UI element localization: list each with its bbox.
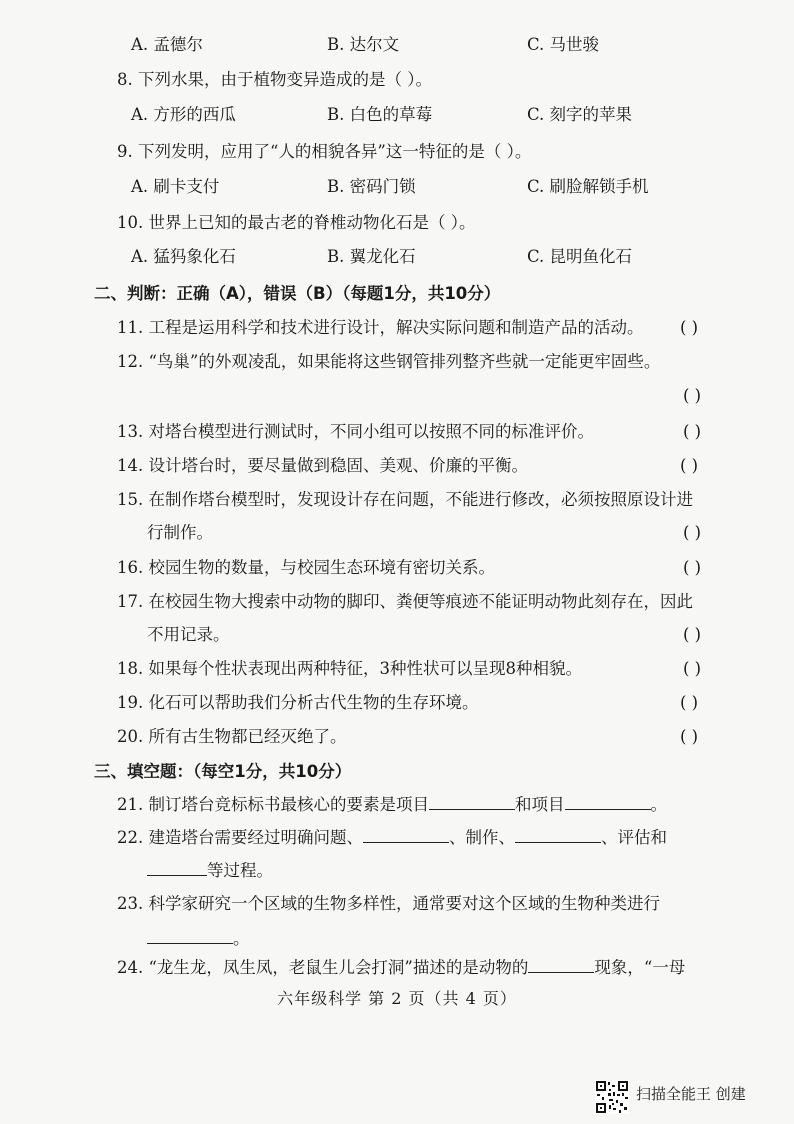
q7-option-a: A. 孟德尔 <box>131 35 203 54</box>
fill-q23: 23. 科学家研究一个区域的生物多样性，通常要对这个区域的生物种类进行 <box>117 894 660 913</box>
fill-q23-blank-1[interactable] <box>147 927 233 944</box>
section-3-title: 三、填空题：（每空1分，共10分） <box>94 762 352 781</box>
judge-q19: 19. 化石可以帮助我们分析古代生物的生存环境。 <box>117 693 479 712</box>
q8-option-c: C. 刻字的苹果 <box>527 105 633 124</box>
q7-option-c: C. 马世骏 <box>527 35 600 54</box>
judge-q15-answer: ( ) <box>683 523 702 542</box>
judge-q15-cont: 行制作。 <box>147 523 213 542</box>
q7-option-b: B. 达尔文 <box>327 35 400 54</box>
fill-q22-cont <box>147 859 273 882</box>
judge-q16: 16. 校园生物的数量，与校园生态环境有密切关系。 <box>117 558 495 577</box>
judge-q17-cont: 不用记录。 <box>147 625 230 644</box>
fill-q22-part-a: 22. 建造塔台需要经过明确问题、 <box>117 828 363 847</box>
fill-q22-blank-1[interactable] <box>363 826 449 843</box>
fill-q21-part-a: 21. 制订塔台竞标标书最核心的要素是项目 <box>117 795 429 814</box>
fill-q21-part-c: 。 <box>650 795 667 814</box>
fill-q24-part-a: 24. “龙生龙，凤生凤，老鼠生儿会打洞”描述的是动物的 <box>117 958 529 977</box>
fill-q21-blank-1[interactable] <box>429 793 515 810</box>
judge-q20-answer: ( ) <box>680 727 699 746</box>
judge-q18: 18. 如果每个性状表现出两种特征，3种性状可以呈现8种相貌。 <box>117 659 582 678</box>
judge-q12: 12. “鸟巢”的外观凌乱，如果能将这些钢管排列整齐些就一定能更牢固些。 <box>117 352 661 371</box>
fill-q22-part-c: 、评估和 <box>601 828 667 847</box>
fill-q24 <box>117 956 685 979</box>
q10-option-a: A. 猛犸象化石 <box>131 247 236 266</box>
judge-q15: 15. 在制作塔台模型时，发现设计存在问题，不能进行修改，必须按照原设计进 <box>117 490 693 509</box>
q9-option-b: B. 密码门锁 <box>327 177 416 196</box>
q9-option-c: C. 刷脸解锁手机 <box>527 177 649 196</box>
q10-option-c: C. 昆明鱼化石 <box>527 247 633 266</box>
fill-q22-part-b: 、制作、 <box>449 828 515 847</box>
fill-q22-part-d: 等过程。 <box>207 861 273 880</box>
fill-q21-blank-2[interactable] <box>565 793 651 810</box>
judge-q18-answer: ( ) <box>683 659 702 678</box>
judge-q16-answer: ( ) <box>683 558 702 577</box>
fill-q21-part-b: 和项目 <box>515 795 565 814</box>
fill-q23-cont <box>147 927 250 950</box>
page-footer: 六年级科学 第 2 页（共 4 页） <box>277 989 517 1008</box>
judge-q11: 11. 工程是运用科学和技术进行设计，解决实际问题和制造产品的活动。 <box>117 318 644 337</box>
judge-q19-answer: ( ) <box>680 693 699 712</box>
q8-option-a: A. 方形的西瓜 <box>131 105 236 124</box>
judge-q14-answer: ( ) <box>680 456 699 475</box>
fill-q22 <box>117 826 667 849</box>
fill-q21 <box>117 793 667 816</box>
fill-q24-blank-1[interactable] <box>528 956 594 973</box>
judge-q17: 17. 在校园生物大搜索中动物的脚印、粪便等痕迹不能证明动物此刻存在，因此 <box>117 592 693 611</box>
qr-code-icon <box>595 1080 629 1114</box>
q8-option-b: B. 白色的草莓 <box>327 105 433 124</box>
judge-q17-answer: ( ) <box>683 625 702 644</box>
scanner-watermark: 扫描全能王 创建 <box>636 1085 746 1103</box>
fill-q23-part-b: 。 <box>233 929 250 948</box>
fill-q22-blank-3[interactable] <box>147 859 207 876</box>
q9-option-a: A. 刷卡支付 <box>131 177 220 196</box>
q9-stem: 9. 下列发明，应用了“人的相貌各异”这一特征的是（ ）。 <box>117 142 532 161</box>
q8-stem: 8. 下列水果，由于植物变异造成的是（ ）。 <box>117 70 432 89</box>
q10-option-b: B. 翼龙化石 <box>327 247 416 266</box>
fill-q22-blank-2[interactable] <box>515 826 601 843</box>
judge-q11-answer: ( ) <box>680 318 699 337</box>
fill-q24-part-b: 现象，“一母 <box>594 958 686 977</box>
judge-q20: 20. 所有古生物都已经灭绝了。 <box>117 727 347 746</box>
judge-q14: 14. 设计塔台时，要尽量做到稳固、美观、价廉的平衡。 <box>117 456 528 475</box>
judge-q13: 13. 对塔台模型进行测试时，不同小组可以按照不同的标准评价。 <box>117 422 594 441</box>
section-2-title: 二、判断：正确（A），错误（B）（每题1分，共10分） <box>94 284 501 303</box>
judge-q13-answer: ( ) <box>683 422 702 441</box>
judge-q12-answer: ( ) <box>683 386 702 405</box>
q10-stem: 10. 世界上已知的最古老的脊椎动物化石是（ ）。 <box>117 213 476 232</box>
